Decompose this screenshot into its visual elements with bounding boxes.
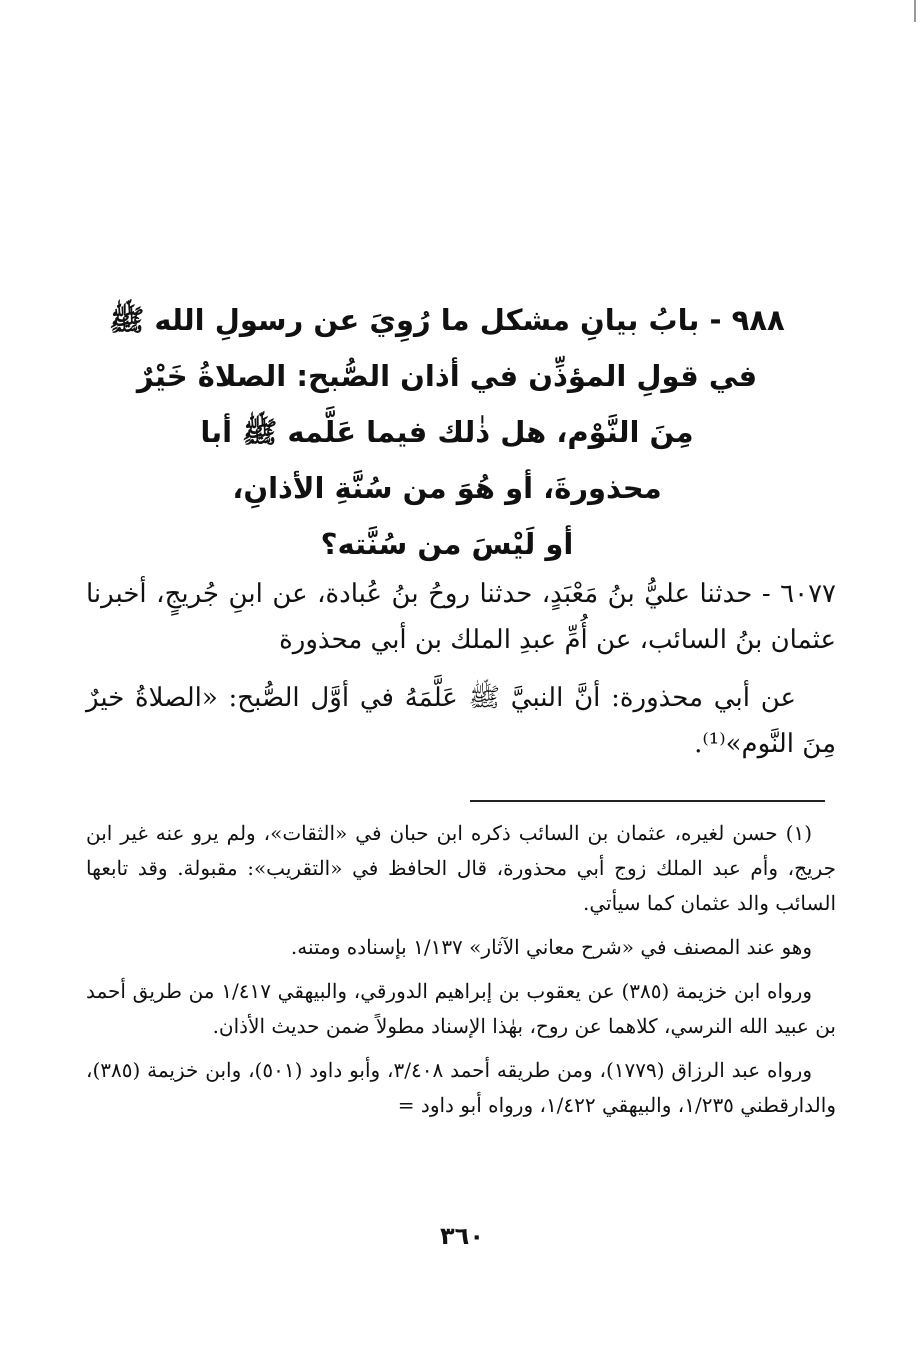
chapter-heading-line: مِنَ النَّوْم، هل ذٰلك فيما عَلَّمه ﷺ أبا (200, 415, 694, 449)
hadith-isnad: ٦٠٧٧ - حدثنا عليُّ بنُ مَعْبَدٍ، حدثنا روحُ بنُ عُبادة، عن ابنِ جُريجٍ، أخبرنا عثمان بنُ السائب، عن أُمِّ عبدِ الملك بن أبي محذورة (86, 579, 836, 655)
chapter-heading-line: أو لَيْسَ من سُنَّته؟ (320, 527, 574, 561)
chapter-heading-line: ٩٨٨ - بابُ بيانِ مشكل ما رُوِيَ عن رسولِ الله ﷺ (109, 303, 785, 337)
hadith-matn: عن أبي محذورة: أنَّ النبيَّ ﷺ عَلَّمَهُ في أوَّل الصُّبح: «الصلاةُ خيرٌ مِنَ النَّوم»⁽¹⁾. (86, 683, 836, 759)
footnote-paragraph: ورواه ابن خزيمة (٣٨٥) عن يعقوب بن إبراهيم الدورقي، والبيهقي ١/٤١٧ من طريق أحمد بن عبيد الله النرسي، كلاهما عن روح، بهٰذا الإسناد مطولاً ضمن حديث الأذان. (86, 979, 836, 1038)
chapter-heading (90, 292, 804, 572)
footnotes (86, 816, 836, 1123)
hadith-text (86, 571, 836, 767)
footnote-paragraph: (١) حسن لغيره، عثمان بن السائب ذكره ابن حبان في «الثقات»، ولم يرو عنه غير ابن جريج، وأم عبد الملك زوج أبي محذورة، قال الحافظ في «التقريب»: مقبولة. وقد تابعها السائب والد عثمان كما سيأتي. (86, 821, 836, 915)
chapter-heading-line: في قولِ المؤذِّن في أذان الصُّبح: الصلاةُ خَيْرٌ (136, 359, 758, 393)
footnote-divider (470, 800, 825, 802)
footnote-paragraph: وهو عند المصنف في «شرح معاني الآثار» ١/١٣٧ بإسناده ومتنه. (290, 935, 812, 959)
footnote-paragraph: ورواه عبد الرزاق (١٧٧٩)، ومن طريقه أحمد ٣/٤٠٨، وأبو داود (٥٠١)، وابن خزيمة (٣٨٥)، والدارقطني ١/٢٣٥، والبيهقي ١/٤٢٢، ورواه أبو داود = (86, 1058, 836, 1117)
chapter-heading-line: محذورةَ، أو هُوَ من سُنَّةِ الأذانِ، (232, 471, 662, 505)
page-number: ٣٦٠ (440, 1222, 484, 1250)
page-edge-mark (914, 0, 916, 22)
